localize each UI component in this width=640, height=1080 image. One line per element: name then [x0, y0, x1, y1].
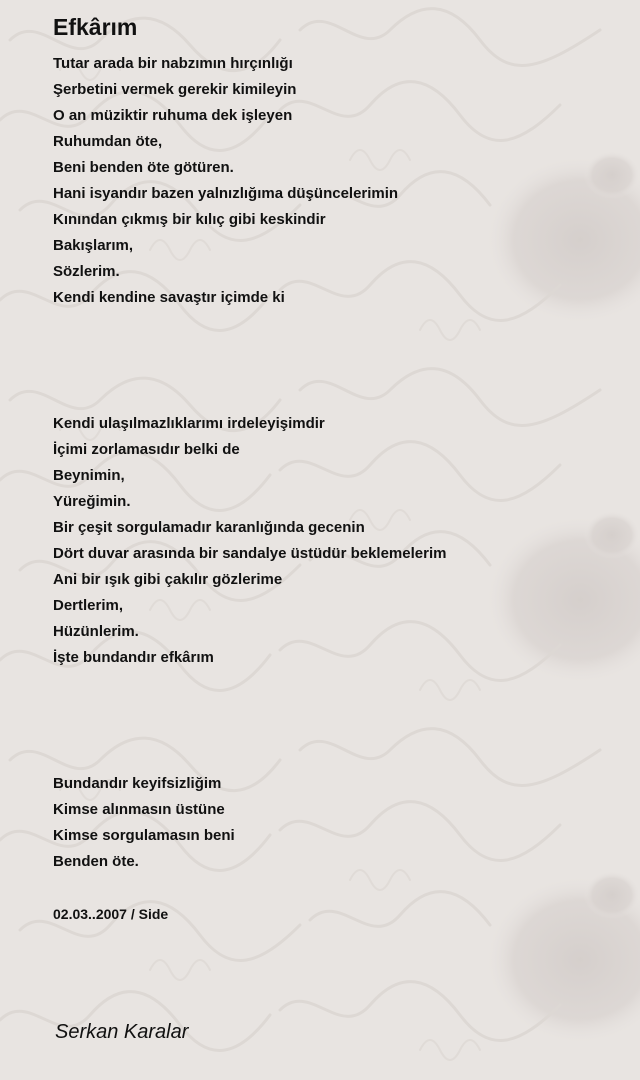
poem-line: İşte bundandır efkârım	[53, 649, 214, 666]
poem-author: Serkan Karalar	[55, 1021, 189, 1043]
poem-line: Beynimin,	[53, 467, 125, 484]
stanza-2	[53, 411, 446, 671]
poem-line: Kınından çıkmış bir kılıç gibi keskindir	[53, 211, 326, 228]
poem-line: Hani isyandır bazen yalnızlığıma düşüncelerimin	[53, 185, 399, 202]
poem-line: Tutar arada bir nabzımın hırçınlığı	[53, 55, 293, 72]
poem-date-place: 02.03..2007 / Side	[53, 906, 169, 922]
poem-line: İçimi zorlamasıdır belki de	[53, 441, 240, 458]
poem-line: Yüreğimin.	[53, 493, 131, 510]
poem-line: Beni benden öte götüren.	[53, 159, 234, 176]
poem-line: Hüzünlerim.	[53, 623, 139, 640]
poem-line: Kimse alınmasın üstüne	[53, 801, 225, 818]
poem-line: Dört duvar arasında bir sandalye üstüdür beklemelerim	[53, 545, 447, 562]
stanza-1	[53, 51, 398, 311]
stanza-3	[53, 771, 235, 875]
poem-line: Sözlerim.	[53, 263, 120, 280]
poem-line: Şerbetini vermek gerekir kimileyin	[53, 81, 297, 98]
poem-line: Bir çeşit sorgulamadır karanlığında gecenin	[53, 519, 365, 536]
poem-line: Bakışlarım,	[53, 237, 134, 254]
poem-line: Bundandır keyifsizliğim	[53, 775, 222, 792]
poem-line: Ani bir ışık gibi çakılır gözlerime	[53, 571, 283, 588]
poem-line: Dertlerim,	[53, 597, 124, 614]
poem-line: Kendi ulaşılmazlıklarımı irdeleyişimdir	[53, 415, 325, 432]
poem-line: Benden öte.	[53, 853, 139, 870]
poem-line: Kimse sorgulamasın beni	[53, 827, 235, 844]
poem-line: O an müziktir ruhuma dek işleyen	[53, 107, 293, 124]
poem-line: Ruhumdan öte,	[53, 133, 163, 150]
poem-line: Kendi kendine savaştır içimde ki	[53, 289, 285, 306]
poem-title: Efkârım	[53, 14, 138, 40]
